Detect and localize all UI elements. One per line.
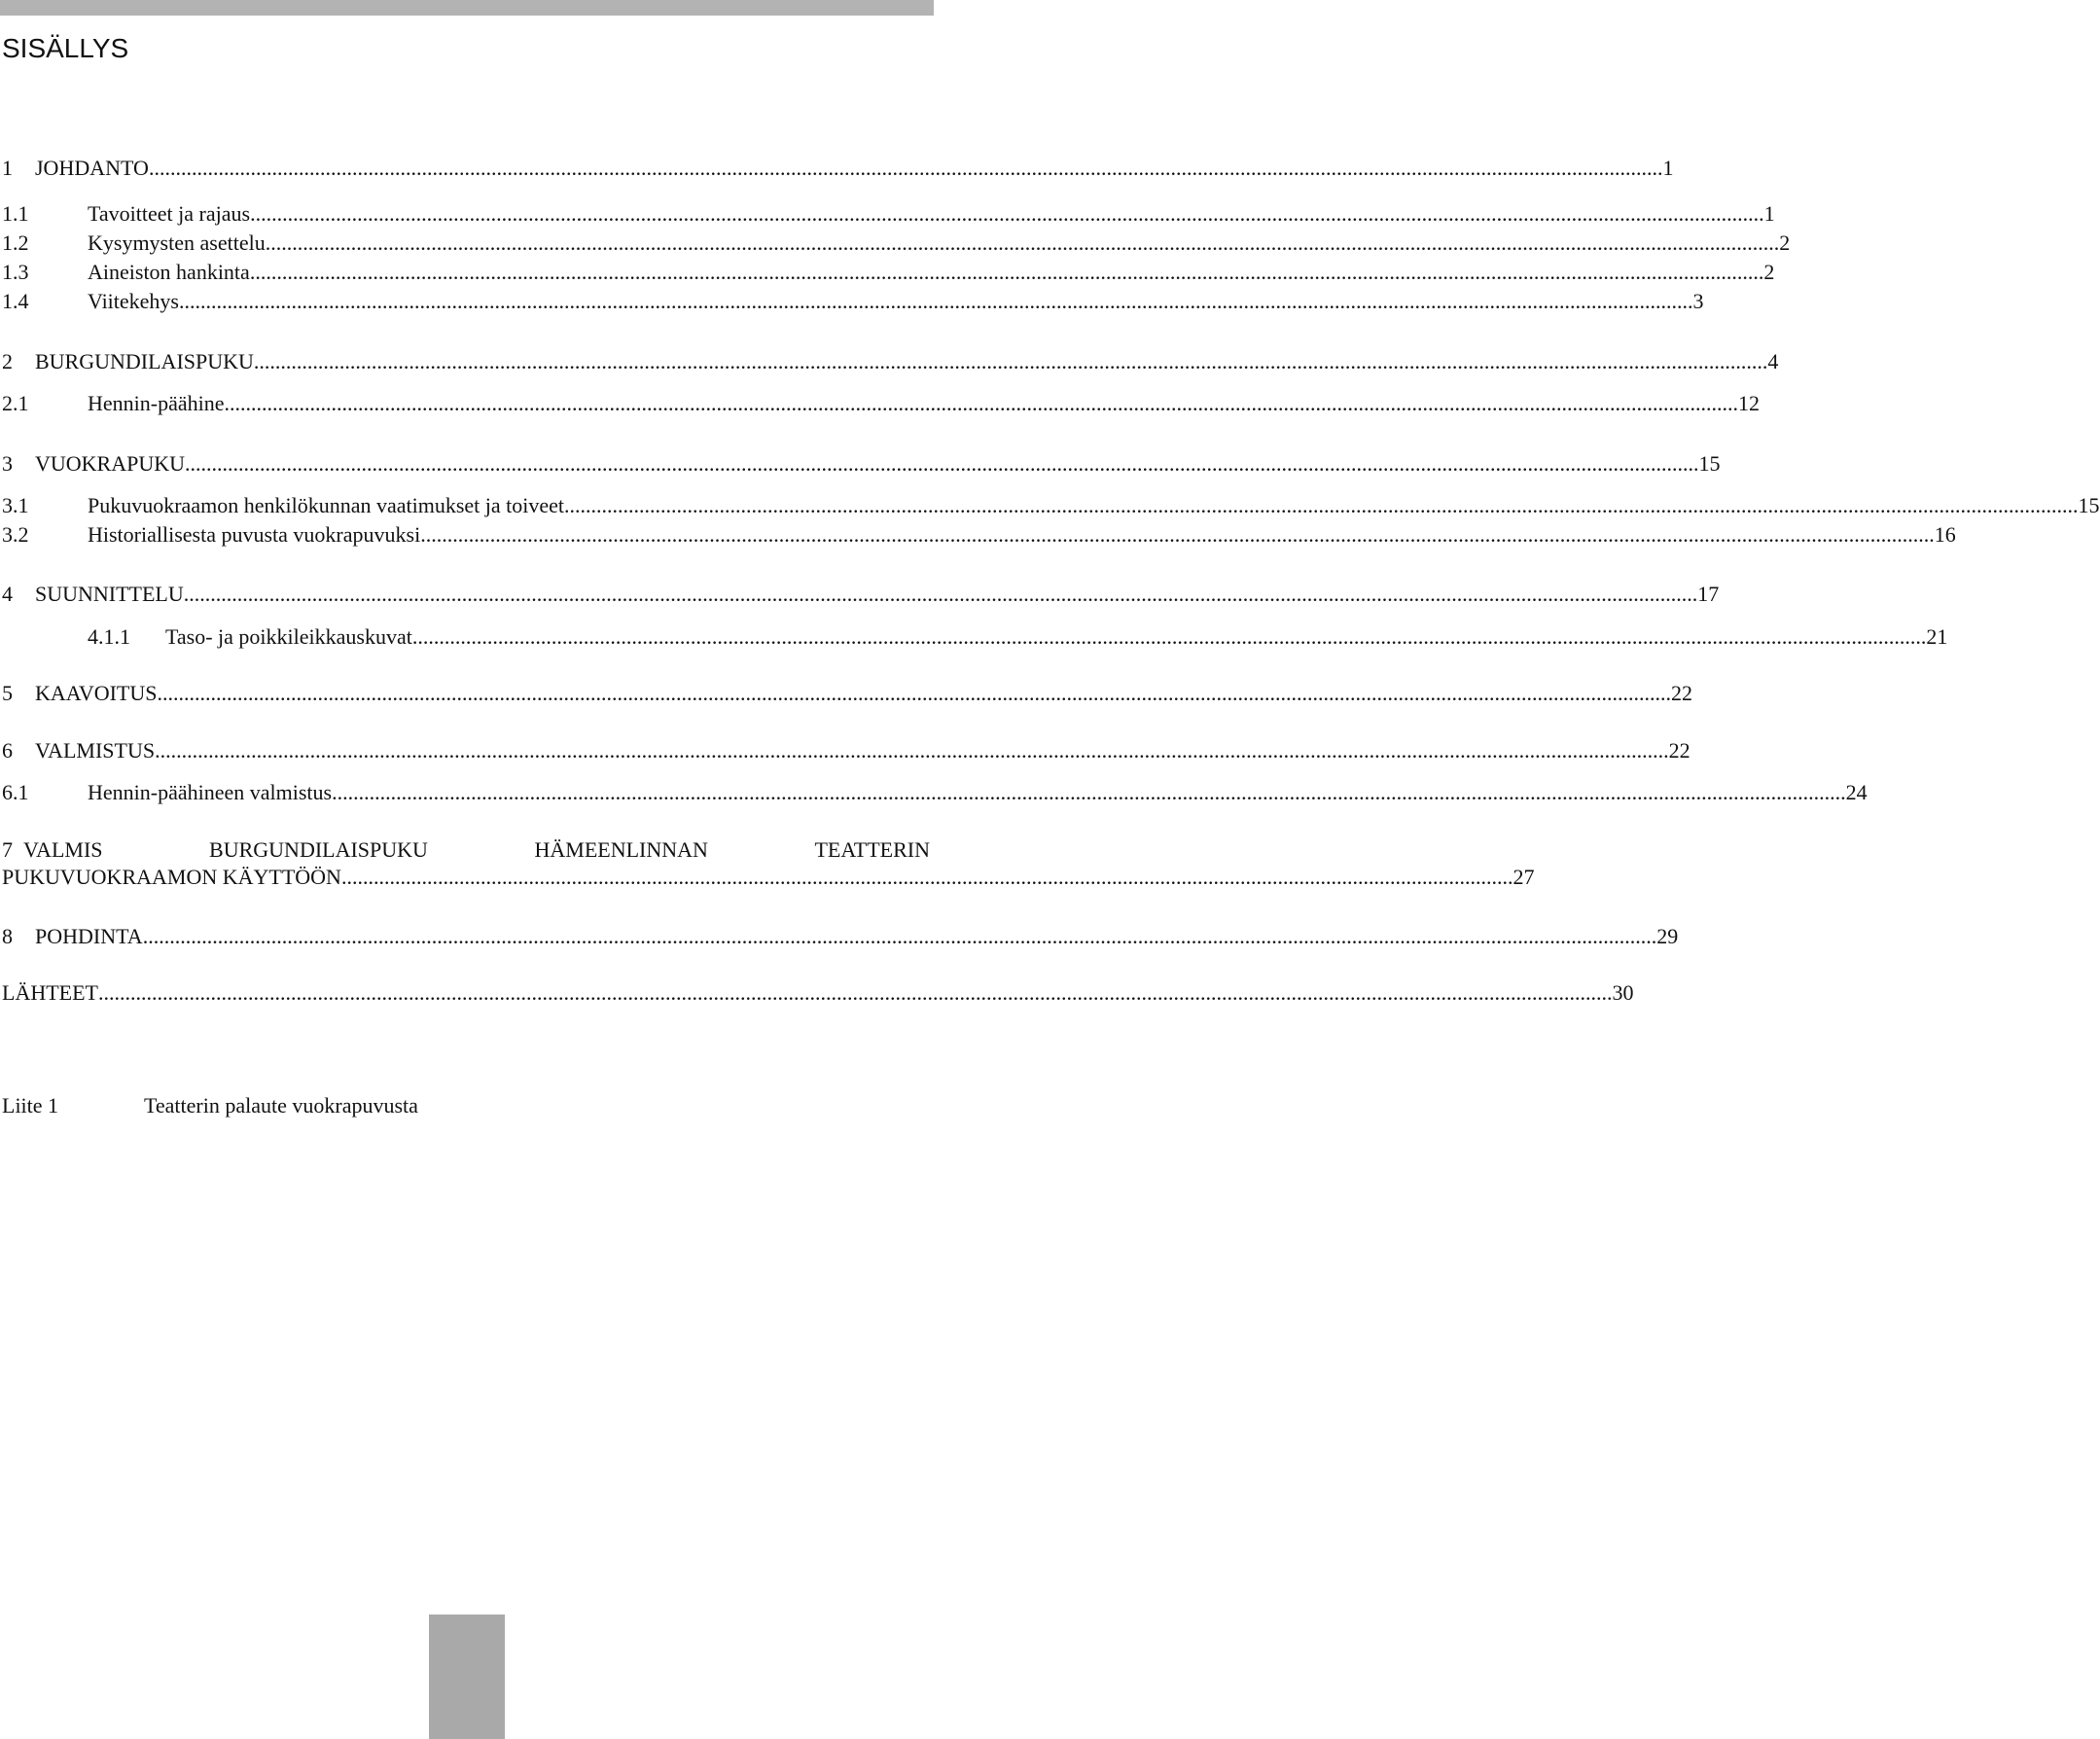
toc-title: SUUNNITTELU [35, 582, 184, 606]
toc-page: 24 [1845, 780, 1868, 804]
toc-title: Hennin-päähine [88, 391, 225, 415]
toc-leader [254, 347, 1768, 376]
toc-page: 15 [1698, 451, 1721, 476]
toc-page: 1 [1763, 201, 1775, 226]
toc-number: 3.1 [2, 493, 29, 517]
toc-leader: ........................................................................................................................................................................................................................... [340, 865, 1513, 889]
toc-number: 8 [2, 924, 13, 948]
toc-title: POHDINTA [35, 924, 143, 948]
toc-title: Viitekehys [88, 289, 179, 313]
toc-entry-tavoitteet[interactable] [2, 199, 1775, 229]
toc-leader [564, 491, 2079, 520]
toc-title-word: BURGUNDILAISPUKU [209, 837, 428, 862]
toc-title-line-2 [2, 864, 1535, 891]
toc-number: 5 [2, 681, 13, 705]
toc-number: 2.1 [2, 391, 29, 415]
toc-page: 15 [2078, 493, 2100, 517]
toc-leader [149, 154, 1663, 183]
toc-title-word: TEATTERIN [814, 837, 930, 862]
toc-leader [184, 580, 1698, 609]
toc-entry-johdanto[interactable] [2, 154, 1674, 183]
toc-title: VALMISTUS [35, 738, 156, 763]
toc-entry-aineiston-hankinta[interactable] [2, 258, 1775, 287]
toc-title-line-1 [2, 836, 930, 864]
toc-entry-valmistus[interactable] [2, 736, 1691, 765]
toc-title-word: VALMIS [23, 837, 103, 862]
toc-title: Tavoitteet ja rajaus [88, 201, 251, 226]
appendix-entry[interactable] [2, 1091, 418, 1120]
toc-number: 1 [2, 156, 13, 180]
toc-entry-burgundilaispuku[interactable] [2, 347, 1779, 376]
toc-number: 1.1 [2, 201, 29, 226]
toc-entry-suunnittelu[interactable] [2, 580, 1720, 609]
toc-number: 4 [2, 582, 13, 606]
toc-leader [412, 622, 1927, 652]
toc-entry-historiallisesta-puvusta[interactable] [2, 520, 1956, 550]
toc-page: 27 [1513, 865, 1535, 889]
toc-entry-valmis-burgundilaispuku[interactable] [2, 836, 1535, 891]
toc-page: 29 [1656, 924, 1679, 948]
toc-title: Taso- ja poikkileikkauskuvat [165, 624, 412, 649]
toc-page: 2 [1779, 231, 1791, 255]
toc-entry-lahteet[interactable] [2, 978, 1634, 1008]
toc-number: 1.2 [2, 231, 29, 255]
toc-entry-viitekehys[interactable] [2, 287, 1704, 316]
toc-number: 1.3 [2, 260, 29, 284]
toc-page: 16 [1934, 522, 1956, 547]
toc-entry-pohdinta[interactable] [2, 922, 1679, 951]
toc-leader [420, 520, 1935, 550]
toc-title: Aineiston hankinta [88, 260, 250, 284]
toc-title: Hennin-päähineen valmistus [88, 780, 333, 804]
toc-page: 2 [1763, 260, 1775, 284]
toc-entry-kysymysten-asettelu[interactable] [2, 229, 1791, 258]
toc-number: 6 [2, 738, 13, 763]
toc-title: VUOKRAPUKU [35, 451, 186, 476]
toc-page: 21 [1926, 624, 1948, 649]
toc-page: 12 [1738, 391, 1760, 415]
toc-title: JOHDANTO [35, 156, 149, 180]
toc-leader [250, 258, 1764, 287]
toc-page: 4 [1767, 349, 1779, 373]
toc-title: Pukuvuokraamon henkilökunnan vaatimukset ja toiveet [88, 493, 565, 517]
toc-title: KAAVOITUS [35, 681, 158, 705]
toc-leader [143, 922, 1657, 951]
page-number-block [429, 1615, 505, 1739]
toc-entry-pukuvuokraamon-henkilokunta[interactable] [2, 491, 2100, 520]
toc-entry-taso-ja-poikkileikkauskuvat[interactable] [2, 622, 1948, 652]
toc-leader [185, 449, 1699, 479]
page-title: SISÄLLYS [2, 33, 129, 63]
toc-page: 1 [1662, 156, 1674, 180]
toc-leader [250, 199, 1764, 229]
toc-page: 22 [1668, 738, 1691, 763]
toc-leader [225, 389, 1739, 418]
toc-title: Historiallisesta puvusta vuokrapuvuksi [88, 522, 421, 547]
toc-leader [155, 736, 1669, 765]
toc-page: 17 [1697, 582, 1720, 606]
toc-page: 3 [1692, 289, 1704, 313]
toc-page: 22 [1671, 681, 1692, 705]
toc-title: BURGUNDILAISPUKU [35, 349, 254, 373]
toc-number: 1.4 [2, 289, 29, 313]
toc-number: 4.1.1 [88, 624, 130, 649]
appendix-title: Teatterin palaute vuokrapuvusta [144, 1093, 418, 1118]
appendix-label: Liite 1 [2, 1093, 59, 1118]
toc-entry-hennin-paahine[interactable] [2, 389, 1760, 418]
toc-leader [266, 229, 1780, 258]
toc-number: 2 [2, 349, 13, 373]
toc-page: 30 [1612, 980, 1634, 1005]
top-bar [0, 0, 934, 16]
toc-leader [158, 679, 1672, 708]
toc-title: LÄHTEET [2, 980, 98, 1005]
toc-title: PUKUVUOKRAAMON KÄYTTÖÖN [2, 865, 341, 889]
toc-title: Kysymysten asettelu [88, 231, 266, 255]
toc-entry-kaavoitus[interactable] [2, 679, 1692, 708]
toc-entry-hennin-paahineen-valmistus[interactable] [2, 778, 1868, 807]
toc-leader [332, 778, 1846, 807]
toc-number: 3.2 [2, 522, 29, 547]
toc-entry-vuokrapuku[interactable] [2, 449, 1721, 479]
toc-number: 3 [2, 451, 13, 476]
toc-leader [179, 287, 1693, 316]
toc-number: 6.1 [2, 780, 29, 804]
toc-leader [98, 978, 1613, 1008]
toc-title-word: HÄMEENLINNAN [534, 837, 708, 862]
toc-number: 7 [2, 837, 13, 862]
